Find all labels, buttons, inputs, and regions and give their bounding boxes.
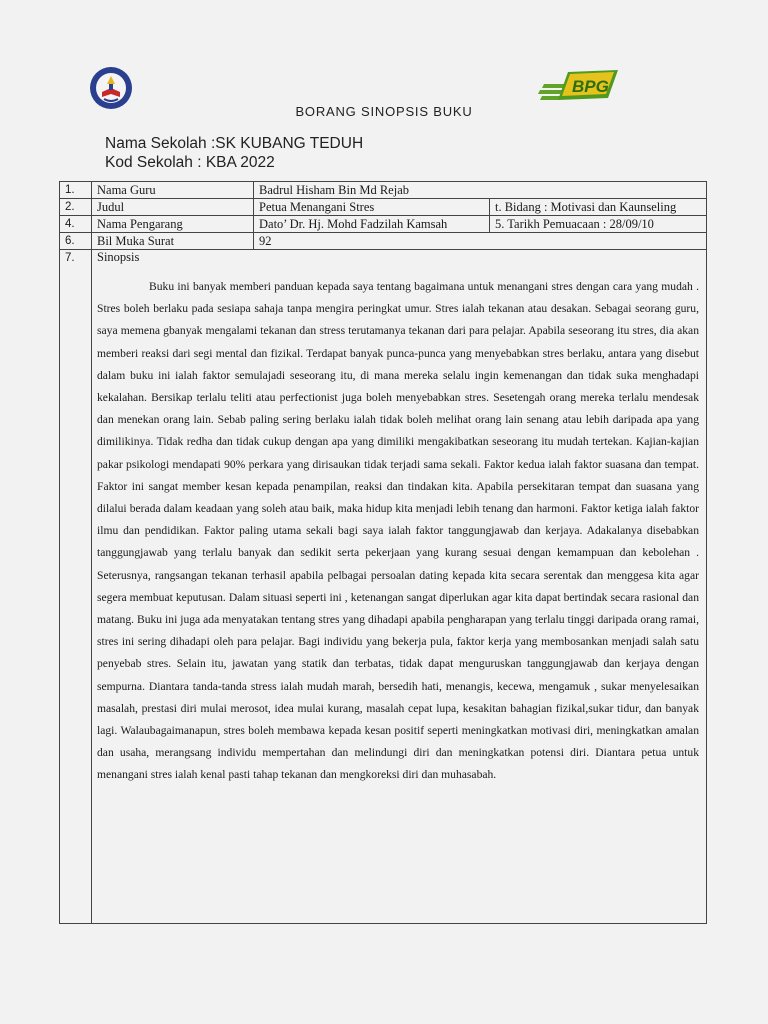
- row-number: 1.: [60, 182, 92, 199]
- row-number: 4.: [60, 216, 92, 233]
- bpg-logo: [538, 68, 620, 104]
- field-label: Nama Pengarang: [92, 216, 254, 233]
- table-row: [60, 199, 707, 216]
- row-number: 2.: [60, 199, 92, 216]
- row-number: 6.: [60, 233, 92, 250]
- table-row: [60, 233, 707, 250]
- school-code: Kod Sekolah : KBA 2022: [105, 154, 275, 171]
- field-value-title: Petua Menangani Stres: [254, 199, 490, 216]
- field-value-page-count: 92: [254, 233, 707, 250]
- field-label: Sinopsis: [97, 250, 140, 264]
- field-label: Judul: [92, 199, 254, 216]
- table-row: [60, 182, 707, 199]
- table-row: [60, 250, 707, 924]
- synopsis-cell: [92, 250, 707, 924]
- bpg-logo-text: BPG: [572, 77, 609, 96]
- field-label: Bil Muka Surat: [92, 233, 254, 250]
- field-value-teacher-name: Badrul Hisham Bin Md Rejab: [254, 182, 707, 199]
- row-number: 7.: [60, 250, 92, 924]
- field-value-author: Dato’ Dr. Hj. Mohd Fadzilah Kamsah: [254, 216, 490, 233]
- table-row: [60, 216, 707, 233]
- school-info: [105, 134, 363, 172]
- field-label: Nama Guru: [92, 182, 254, 199]
- synopsis-text: Buku ini banyak memberi panduan kepada saya tentang bagaimana untuk menangani stres dengan cara yang mudah . Stres boleh berlaku pada sesiapa sahaja tanpa mengira peringkat umur. Stres ialah tekanan atau desakan. Sebagai seorang guru, saya memena gbanyak mengalami tekanan dan stress terutamanya tekanan dari para pelajar. Apabila seseorang itu stres, dia akan memberi reaksi dari segi mental dan fizikal. Terdapat banyak punca-punca yang menyebabkan stres berlaku, antara yang disebut dalam buku ini ialah faktor semulajadi seseorang itu, di mana mereka selalu ingin kemenangan dan tidak suka menghadapi kekalahan. Bersikap terlalu teliti atau perfectionist juga boleh menyebabkan stres. Sesetengah orang mereka terlalu mendesak dan menekan orang lain. Sebab paling sering berlaku ialah tidak boleh melihat orang lain senang atau lebih daripada apa yang dimilikinya. Tidak redha dan tidak cukup dengan apa yang dimiliki mengakibatkan seseorang itu mudah tertekan. Kajian-kajian pakar psikologi mendapati 90% perkara yang dirisaukan tidak terjadi sama sekali. Faktor kedua ialah faktor suasana dan tempat. Faktor ini sangat member kesan kepada penampilan, reaksi dan tindakan kita. Apabila persekitaran tempat dan suasana yang dilalui berada dalam keadaan yang soleh atau baik, maka hidup kita menjadi lebih tenang dan harmoni. Faktor ketiga ialah faktor ilmu dan pendidikan. Faktor paling utama sekali bagi saya ialah faktor tanggungjawab dan kerjaya. Adakalanya disebabkan tanggungjawab yang terlalu banyak dan sedikit serta pekerjaan yang kurang sesuai dengan kemampuan dan kebolehan . Seterusnya, rangsangan tekanan terhasil apabila pelbagai persoalan dating kepada kita secara serentak dan menggesa kita agar segera membuat keputusan. Dalam situasi seperti ini , ketenangan sangat diperlukan agar kita dapat bertindak secara rasional dan matang. Buku ini juga ada menyatakan tentang stres yang dihadapi apabila pengharapan yang terlalu tinggi daripada orang ramai, stres ini sering dihadapi oleh para pelajar. Bagi individu yang bekerja pula, faktor kerja yang membosankan menjadi salah satu penyebab stres. Selain itu, jawatan yang statik dan terbatas, tidak dapat menguruskan tanggungjawab dan kerjaya dengan sempurna. Diantara tanda-tanda stress ialah mudah marah, bersedih hati, menangis, kecewa, mengamuk , sukar menyelesaikan masalah, prestasi diri mulai merosot, idea mulai kurang, masalah cepat lupa, kesakitan bahagian fizikal,sukar tidur, dan banyak lagi. Walaubagaimanapun, stres boleh membawa kepada kesan positif seperti meningkatkan motivasi diri, meningkatkan amalan dan usaha, merangsang individu mempertahan dan melindungi diri dan meningkatkan potensi diri. Diantara petua untuk menangani stres ialah kenal pasti tahap tekanan dan mengkoreksi diri dan muhasabah.: [97, 280, 699, 782]
- field-value-reading-date: 5. Tarikh Pemuacaan : 28/09/10: [490, 216, 707, 233]
- form-title: BORANG SINOPSIS BUKU: [295, 104, 473, 119]
- field-value-field: t. Bidang : Motivasi dan Kaunseling: [490, 199, 707, 216]
- synopsis-form-table: [59, 181, 707, 924]
- school-name: Nama Sekolah :SK KUBANG TEDUH: [105, 135, 364, 152]
